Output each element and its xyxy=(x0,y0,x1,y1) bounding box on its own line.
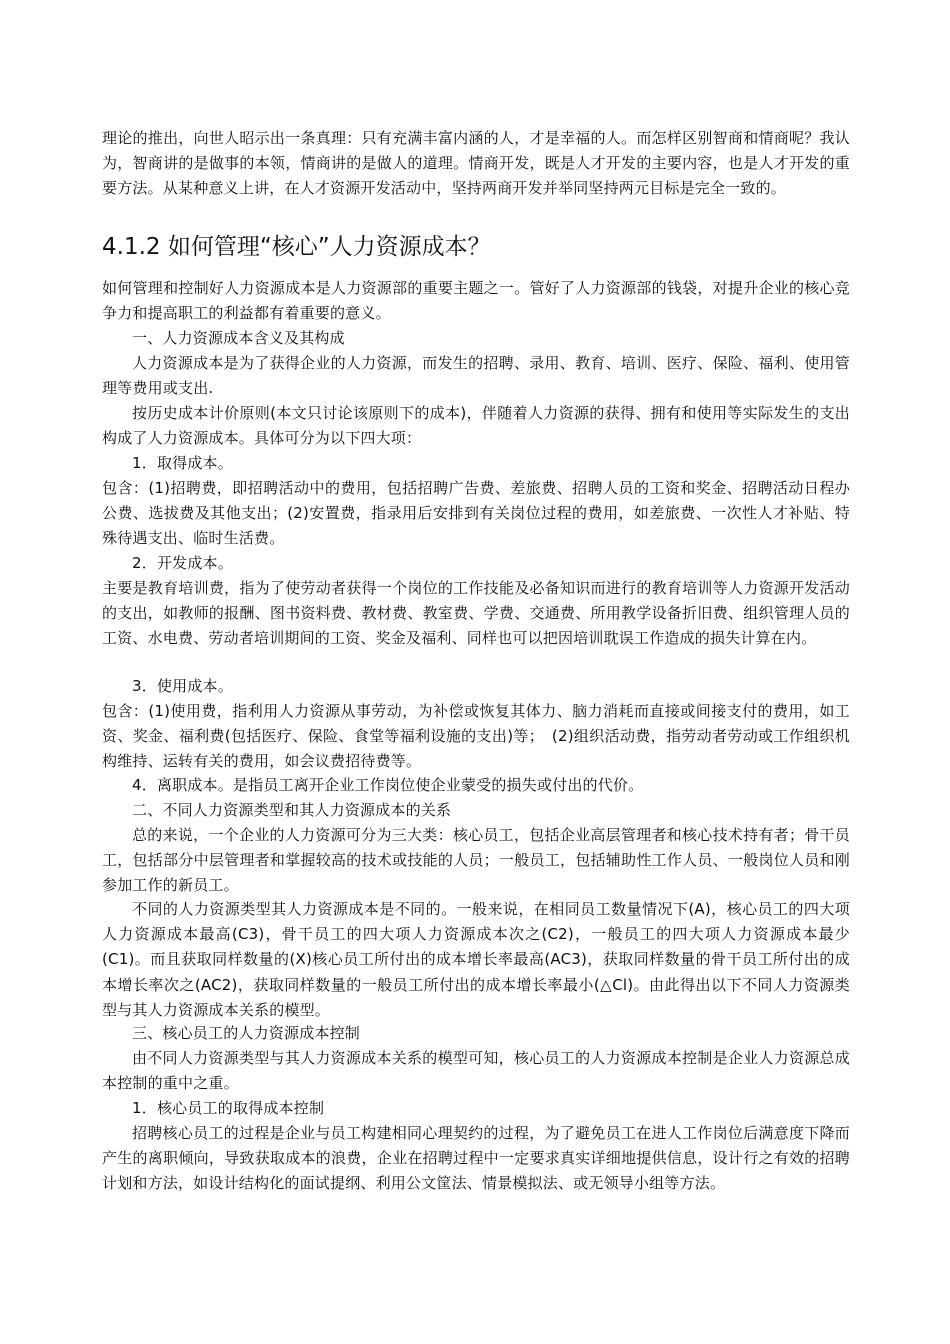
paragraph-cost-principle: 按历史成本计价原则(本文只讨论该原则下的成本)，伴随着人力资源的获得、拥有和使用等实际发生的支出构成了人力资源成本。具体可分为以下四大项： xyxy=(102,404,850,448)
subheading-cost-definition: 一、人力资源成本含义及其构成 xyxy=(132,329,345,347)
subheading-resource-types: 二、不同人力资源类型和其人力资源成本的关系 xyxy=(132,801,452,819)
subheading-core-cost-control: 三、核心员工的人力资源成本控制 xyxy=(132,1024,361,1042)
paragraph-development-cost: 主要是教育培训费，指为了使劳动者获得一个岗位的工作技能及必备知识而进行的教育培训等人力资源开发活动的支出，如教师的报酬、图书资料费、教材费、教室费、学费、交通费、所用教学设备折旧费、组织管理人员的工资、水电费、劳动者培训期间的工资、奖金及福利、同样也可以把因培训耽误工作造成的损失计算在内。 xyxy=(102,579,850,648)
item-acquisition-cost: 1．取得成本。 xyxy=(132,454,233,472)
paragraph-resource-types: 总的来说，一个企业的人力资源可分为三大类：核心员工，包括企业高层管理者和核心技术持有者；骨干员工，包括部分中层管理者和掌握较高的技术或技能的人员；一般员工，包括辅助性工作人员、一般岗位人员和刚参加工作的新员工。 xyxy=(102,826,850,895)
paragraph-usage-cost: 包含：(1)使用费，指利用人力资源从事劳动，为补偿或恢复其体力、脑力消耗而直接或间接支付的费用，如工资、奖金、福利费(包括医疗、保险、食堂等福利设施的支出)等； (2)组织活动费，指劳动者劳动或工作组织机构维持、运转有关的费用，如会议费招待费等。 xyxy=(102,702,850,771)
paragraph-acquisition-cost: 包含：(1)招聘费，即招聘活动中的费用，包括招聘广告费、差旅费、招聘人员的工资和奖金、招聘活动日程办公费、选拔费及其他支出；(2)安置费，指录用后安排到有关岗位过程的费用，如差旅费、一次性人才补贴、特殊待遇支出、临时生活费。 xyxy=(102,479,850,548)
section-heading: 4.1.2 如何管理“核心”人力资源成本？ xyxy=(102,234,491,260)
item-core-acquisition-control: 1．核心员工的取得成本控制 xyxy=(132,1099,325,1117)
paragraph-cost-definition: 人力资源成本是为了获得企业的人力资源，而发生的招聘、录用、教育、培训、医疗、保险、福利、使用管理等费用或支出. xyxy=(102,354,850,398)
item-development-cost: 2．开发成本。 xyxy=(132,554,233,572)
paragraph-core-acquisition-control: 招聘核心员工的过程是企业与员工构建相同心理契约的过程，为了避免员工在进人工作岗位后满意度下降而产生的离职倾向，导致获取成本的浪费，企业在招聘过程中一定要求真实详细地提供信息，设计行之有效的招聘计划和方法，如设计结构化的面试提纲、利用公文筐法、情景模拟法、或无领导小组等方法。 xyxy=(102,1124,850,1193)
paragraph-overview: 如何管理和控制好人力资源成本是人力资源部的重要主题之一。管好了人力资源部的钱袋，对提升企业的核心竞争力和提高职工的利益都有着重要的意义。 xyxy=(102,279,850,323)
item-usage-cost: 3．使用成本。 xyxy=(132,677,233,695)
paragraph-intro: 理论的推出，向世人昭示出一条真理：只有充满丰富内涵的人，才是幸福的人。而怎样区别智商和情商呢？我认为，智商讲的是做事的本领，情商讲的是做人的道理。情商开发，既是人才开发的主要内容，也是人才开发的重要方法。从某种意义上讲，在人才资源开发活动中，坚持两商开发并举同坚持两元目标是完全一致的。 xyxy=(102,129,850,198)
item-separation-cost: 4．离职成本。是指员工离开企业工作岗位使企业蒙受的损失或付出的代价。 xyxy=(132,776,644,794)
paragraph-core-cost-control: 由不同人力资源类型与其人力资源成本关系的模型可知，核心员工的人力资源成本控制是企业人力资源总成本控制的重中之重。 xyxy=(102,1049,850,1093)
paragraph-cost-model: 不同的人力资源类型其人力资源成本是不同的。一般来说，在相同员工数量情况下(A)，核心员工的四大项人力资源成本最高(C3)，骨干员工的四大项人力资源成本次之(C2)，一般员工的四大项人力资源成本最少 (C1)。而且获取同样数量的(X)核心员工所付出的成本增长率最高(AC3)，获取同样数量的骨干员工所付出的成本增长率次之(AC2)，获取同样数量的一般员工所付出的成本增长率最小(△Cl)。由此得出以下不同人力资源类型与其人力资源成本关系的模型。 xyxy=(102,900,850,1019)
